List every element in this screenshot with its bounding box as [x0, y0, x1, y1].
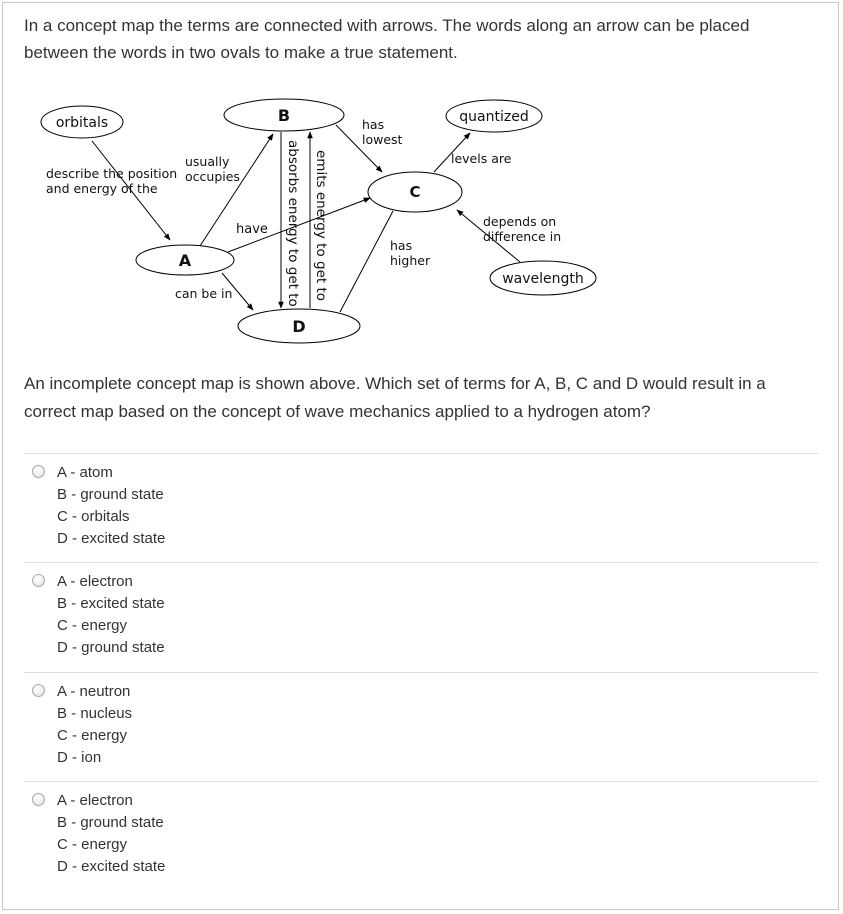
option-4-text	[57, 790, 165, 878]
label-has-lowest-2: lowest	[362, 132, 403, 147]
node-c: C	[409, 183, 421, 201]
option-4-radio[interactable]	[32, 793, 45, 806]
label-occupies: occupies	[185, 169, 240, 184]
option-3-line-d: D - ion	[57, 749, 102, 766]
node-a: A	[178, 251, 192, 270]
node-orbitals: orbitals	[55, 115, 109, 131]
arrow-c-to-d	[340, 211, 393, 312]
label-can-be-in: can be in	[175, 286, 233, 301]
option-4-line-b: B - ground state	[57, 814, 164, 831]
intro-text: In a concept map the terms are connected with arrows. The words along an arrow can be placed between the words in two ovals to make a true statement.	[24, 16, 750, 62]
label-has-higher-1: has	[390, 238, 413, 253]
node-quantized: quantized	[459, 109, 529, 125]
option-2-line-c: C - energy	[57, 617, 128, 634]
label-emits: emits energy to get to	[313, 150, 329, 302]
node-wavelength: wavelength	[502, 271, 584, 287]
option-3-text	[57, 681, 132, 769]
option-2-line-a: A - electron	[57, 573, 133, 590]
label-have: have	[236, 222, 268, 237]
label-usually: usually	[185, 154, 230, 169]
option-3-line-c: C - energy	[57, 727, 128, 744]
option-4-line-d: D - excited state	[57, 858, 166, 875]
divider	[24, 781, 818, 782]
label-depends-2: difference in	[483, 229, 562, 244]
option-1-line-b: B - ground state	[57, 486, 164, 503]
label-absorbs: absorbs energy to get to	[285, 140, 301, 307]
label-describe-1: describe the position	[46, 166, 178, 181]
option-1-line-a: A - atom	[57, 464, 113, 481]
option-1-text	[57, 462, 165, 550]
option-3-line-b: B - nucleus	[57, 705, 133, 722]
option-2-line-d: D - ground state	[57, 639, 165, 656]
label-depends-1: depends on	[483, 214, 557, 229]
option-2-text	[57, 571, 165, 659]
label-levels-are: levels are	[451, 151, 512, 166]
divider	[24, 453, 818, 454]
divider	[24, 672, 818, 673]
option-2-line-b: B - excited state	[57, 595, 165, 612]
concept-map	[0, 0, 843, 360]
divider	[24, 562, 818, 563]
node-d: D	[292, 317, 306, 336]
option-2-radio[interactable]	[32, 574, 45, 587]
option-1-line-c: C - orbitals	[57, 508, 130, 525]
option-4-line-c: C - energy	[57, 836, 128, 853]
node-b: B	[277, 106, 291, 125]
label-describe-2: and energy of the	[46, 181, 158, 196]
option-1-line-d: D - excited state	[57, 530, 166, 547]
label-has-lowest-1: has	[362, 117, 385, 132]
option-4-line-a: A - electron	[57, 792, 133, 809]
label-has-higher-2: higher	[390, 253, 431, 268]
option-3-line-a: A - neutron	[57, 683, 131, 700]
option-1-radio[interactable]	[32, 465, 45, 478]
question-text: An incomplete concept map is shown above. Which set of terms for A, B, C and D would result in a correct map based on the concept of wave mechanics applied to a hydrogen atom?	[24, 374, 766, 421]
option-3-radio[interactable]	[32, 684, 45, 697]
